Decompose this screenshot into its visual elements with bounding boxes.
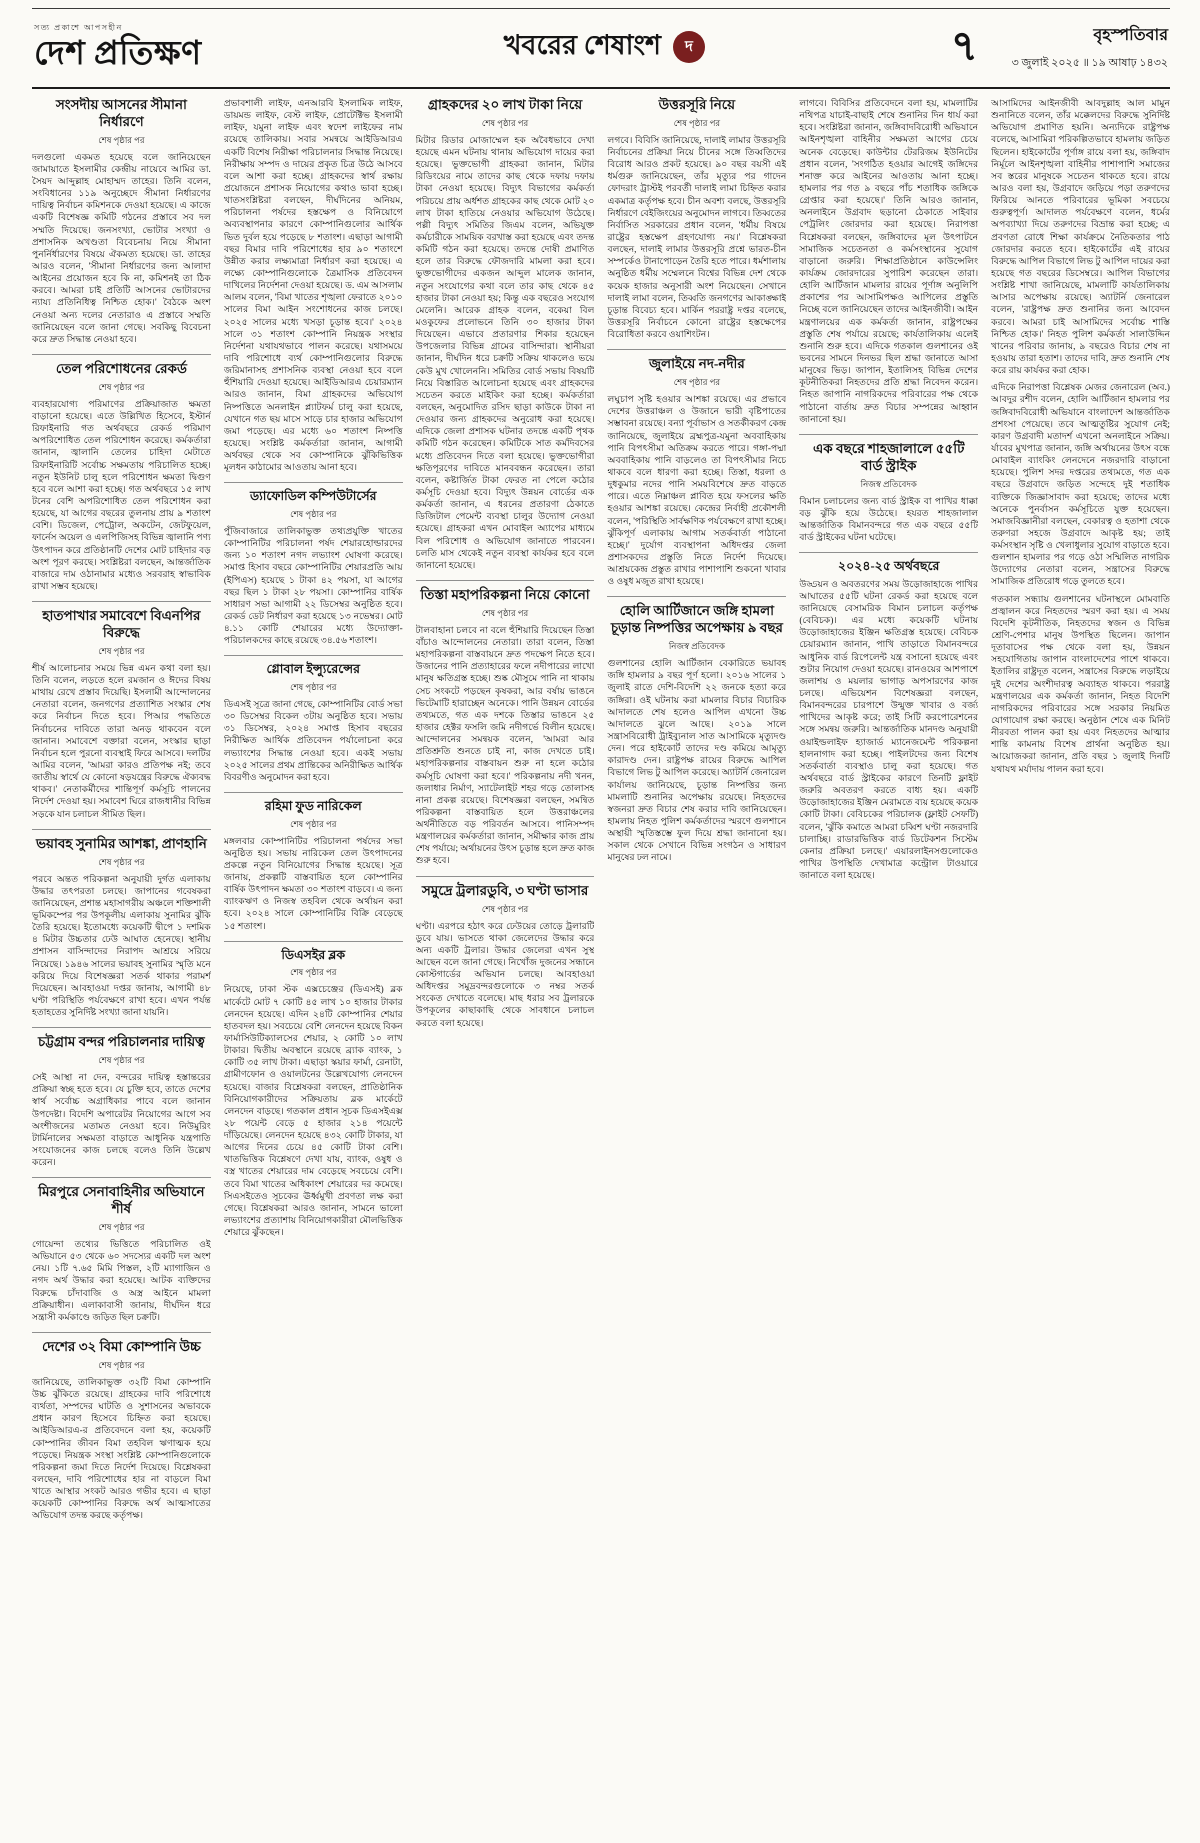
article-headline: মিরপুরে সেনাবাহিনীর অভিযানে শীর্ষ [32, 1177, 211, 1221]
article-body-text: মিটার রিডার মোজাম্মেল হক অবৈধভাবে দেখা হয়েছে এমন ঘটনায় থানায় অভিযোগ দায়ের করা হয়েছে। ভুক্তভোগী গ্রাহকরা জানান, মিটার রিডিংয়ের নামে তাদের কাছ থেকে দফায় দফায় টাকা নেওয়া হয়েছে। বিদ্যুৎ বিভাগের কর্মকর্তা পরিচয়ে প্রায় অর্ধশত গ্রাহকের কাছ থেকে মোট ২০ লাখ টাকা হাতিয়ে নেওয়ার অভিযোগ উঠেছে। পল্লী বিদ্যুৎ সমিতির জিএম বলেন, অভিযুক্ত কর্মচারীকে সাময়িক বরখাস্ত করা হয়েছে এবং তদন্ত কমিটি গঠন করা হয়েছে। তদন্তে দোষী প্রমাণিত হলে তার বিরুদ্ধে ফৌজদারি মামলা করা হবে। ভুক্তভোগীদের একজন আব্দুল মালেক জানান, নতুন সংযোগের কথা বলে তার কাছ থেকে ৪৫ হাজার টাকা নেওয়া হয়; কিন্তু এক বছরেও সংযোগ মেলেনি। আরেক গ্রাহক বলেন, বকেয়া বিল মওকুফের প্রলোভনে তিনি ৩০ হাজার টাকা দিয়েছেন। এভাবে প্রতারণার শিকার হয়েছেন উপজেলার বিভিন্ন গ্রামের বাসিন্দারা। স্থানীয়রা জানান, দীর্ঘদিন ধরে চক্রটি সক্রিয় থাকলেও ভয়ে কেউ মুখ খোলেননি। সমিতির বোর্ড সভায় বিষয়টি নিয়ে বিস্তারিত আলোচনা হয়েছে এবং গ্রাহকদের সচেতন করতে মাইকিং করা হচ্ছে। কর্মকর্তারা বলছেন, অনুমোদিত রসিদ ছাড়া কাউকে টাকা না দেওয়ার জন্য গ্রাহকদের অনুরোধ করা হয়েছে। এদিকে জেলা প্রশাসক ঘটনার তদন্তে একটি পৃথক কমিটি গঠন করেছেন। কমিটিকে সাত কর্মদিবসের মধ্যে প্রতিবেদন দিতে বলা হয়েছে। ভুক্তভোগীরা ক্ষতিপূরণের দাবিতে মানববন্ধন করেছেন। তারা বলেন, কষ্টার্জিত টাকা ফেরত না পেলে কঠোর কর্মসূচি দেওয়া হবে। বিদ্যুৎ উন্নয়ন বোর্ডের এক কর্মকর্তা জানান, এ ধরনের প্রতারণা ঠেকাতে ডিজিটাল পেমেন্ট ব্যবস্থা চালুর উদ্যোগ নেওয়া হয়েছে। গ্রাহকরা এখন মোবাইল অ্যাপের মাধ্যমে বিল পরিশোধ ও অভিযোগ জানাতে পারবেন। চলতি মাস থেকেই নতুন ব্যবস্থা কার্যকর হবে বলে জানানো হয়েছে। [415, 134, 595, 570]
continued-from-marker: শেষ পৃষ্ঠার পর [481, 607, 529, 618]
section-title: খবরের শেষাংশ [503, 29, 661, 60]
article-headline: গ্রাহকদের ২০ লাখ টাকা নিয়ে [427, 97, 583, 112]
continued-from-marker: শেষ পৃষ্ঠার পর [98, 381, 145, 392]
continued-from-marker: শেষ পৃষ্ঠার পর [290, 508, 337, 519]
article-headline: তিস্তা মহাপরিকল্পনা নিয়ে কোনো [416, 580, 595, 607]
continued-from-marker: শেষ পৃষ্ঠার পর [290, 967, 337, 978]
article-subhead: ২০২৪-২৫ অর্থবছরে [799, 552, 978, 578]
article-subhead: রহিমা ফুড নারিকেল [224, 792, 403, 818]
newspaper-column-1 [32, 97, 211, 1829]
article-body-text: বিমান চলাচলের জন্য বার্ড স্ট্রাইক বা পাখির ধাক্কা বড় ঝুঁকি হয়ে উঠেছে। হযরত শাহজালাল আন্তর্জাতিক বিমানবন্দরে গত এক বছরে ৫৫টি বার্ড স্ট্রাইকের ঘটনা ঘটেছে। [799, 495, 979, 542]
continued-from-marker: শেষ পৃষ্ঠার পর [98, 856, 145, 867]
article-body-text: লাগবে। বিবিসির প্রতিবেদনে বলা হয়, মামলাটির নথিপত্র যাচাই-বাছাই শেষে শুনানির দিন ধার্য করা হবে। সংশ্লিষ্টরা জানান, জঙ্গিবাদবিরোধী অভিযানে আইনশৃঙ্খলা বাহিনীর সক্ষমতা আগের চেয়ে অনেক বেড়েছে। কাউন্টার টেররিজম ইউনিটের প্রধান বলেন, 'সংগঠিত হওয়ার আগেই জঙ্গিদের শনাক্ত করে আইনের আওতায় আনা হচ্ছে। হামলার পর গত ৯ বছরে পাঁচ শতাধিক জঙ্গিকে গ্রেপ্তার করা হয়েছে।' তিনি আরও জানান, অনলাইনে উগ্রবাদ ছড়ানো ঠেকাতে সাইবার পেট্রলিং জোরদার করা হয়েছে। নিরাপত্তা বিশ্লেষকরা বলছেন, জঙ্গিবাদের মূল উৎপাটনে সামাজিক সচেতনতা ও কর্মসংস্থানের সুযোগ বাড়ানো জরুরি। শিক্ষাপ্রতিষ্ঠানে কাউন্সেলিং কার্যক্রম জোরদারের সুপারিশ করেছেন তারা। হোলি আর্টিজান মামলার রায়ের পূর্ণাঙ্গ অনুলিপি প্রকাশের পর আসামিপক্ষও আপিলের প্রস্তুতি নিচ্ছে বলে জানিয়েছেন তাদের আইনজীবী। আইন মন্ত্রণালয়ের এক কর্মকর্তা জানান, রাষ্ট্রপক্ষের প্রস্তুতি শেষ পর্যায়ে রয়েছে; কার্যতালিকায় এলেই শুনানি শুরু হবে। এদিকে গতকাল গুলশানের ওই ভবনের সামনে দিনভর ছিল শ্রদ্ধা জানাতে আসা মানুষের ভিড়। জাপান, ইতালিসহ বিভিন্ন দেশের কূটনীতিকরা নিহতদের প্রতি শ্রদ্ধা নিবেদন করেন। নিহত জাপানি নাগরিকদের পরিবারের পক্ষ থেকে পাঠানো বার্তায় দ্রুত বিচার সম্পন্নের আহ্বান জানানো হয়। [799, 98, 979, 424]
article-headline: হোলি আর্টিজানে জঙ্গি হামলা চূড়ান্ত নিষ্পত্তির অপেক্ষায় ৯ বছর [607, 596, 786, 640]
article-body-text: গুলশানের হোলি আর্টিজান বেকারিতে ভয়াবহ জঙ্গি হামলার ৯ বছর পূর্ণ হলো। ২০১৬ সালের ১ জুলাই রাতে দেশি-বিদেশি ২২ জনকে হত্যা করে জঙ্গিরা। ওই ঘটনায় করা মামলার বিচার বিচারিক আদালতে শেষ হলেও আপিল এখনো উচ্চ আদালতে ঝুলে আছে। ২০১৯ সালে সন্ত্রাসবিরোধী ট্রাইব্যুনাল সাত আসামিকে মৃত্যুদণ্ড দেন। পরে হাইকোর্ট তাদের দণ্ড কমিয়ে আমৃত্যু কারাদণ্ড দেন। রাষ্ট্রপক্ষ রায়ের বিরুদ্ধে আপিল বিভাগে লিভ টু আপিল করেছে। অ্যাটর্নি জেনারেল কার্যালয় জানিয়েছে, চূড়ান্ত নিষ্পত্তির জন্য মামলাটি শুনানির অপেক্ষায় রয়েছে। নিহতদের স্বজনরা দ্রুত বিচার শেষ করার দাবি জানিয়েছেন। হামলায় নিহত পুলিশ কর্মকর্তাদের স্মরণে গুলশানে অস্থায়ী স্মৃতিস্তম্ভে ফুল দিয়ে শ্রদ্ধা জানানো হয়। সকাল থেকে সেখানে বিভিন্ন সংগঠন ও সাধারণ মানুষের ঢল নামে। [607, 658, 787, 863]
continued-from-marker: শেষ পৃষ্ঠার পর [98, 134, 145, 145]
newspaper-column-2 [224, 97, 403, 1829]
article-body-text: ঘণ্টা। এরপরে হঠাৎ করে ঢেউয়ের তোড়ে ট্রলারটি ডুবে যায়। ভাসতে থাকা জেলেদের উদ্ধার করে অন্য একটি ট্রলার। উদ্ধার জেলেরা এখন সুস্থ আছেন বলে জানা গেছে। নিখোঁজ দুজনের সন্ধানে কোস্টগার্ডের অভিযান চলছে। আবহাওয়া অধিদপ্তর সমুদ্রবন্দরগুলোকে ৩ নম্বর সতর্ক সংকেত দেখাতে বলেছে। মাছ ধরার সব ট্রলারকে উপকূলের কাছাকাছি থেকে সাবধানে চলাচল করতে বলা হয়েছে। [415, 920, 595, 1028]
article-headline: হাতপাখার সমাবেশে বিএনপির বিরুদ্ধে [32, 601, 211, 645]
newspaper-column-5 [799, 97, 978, 1829]
logo-title: দেশ প্রতিক্ষণ [34, 36, 202, 73]
continued-from-marker: শেষ পৃষ্ঠার পর [290, 818, 337, 829]
article-body-text: সেই আস্থা না দেন, বন্দরের দায়িত্ব হস্তান্তরের প্রক্রিয়া স্বচ্ছ হতে হবে। যে চুক্তি হবে, তাতে দেশের স্বার্থ সর্বোচ্চ অগ্রাধিকার পাবে বলে জানান উপদেষ্টা। বিদেশি অপারেটর নিয়োগের আগে সব অংশীজনের মতামত নেওয়া হবে। নিউমুরিং টার্মিনালের সক্ষমতা বাড়াতে আধুনিক যন্ত্রপাতি সংযোজনের কাজ চলছে বলেও তিনি উল্লেখ করেন। [32, 1072, 211, 1168]
continued-from-marker: শেষ পৃষ্ঠার পর [673, 117, 721, 128]
continued-from-marker: শেষ পৃষ্ঠার পর [98, 1222, 145, 1233]
article-body-text: ব্যবহারযোগ্য পরিমাণের প্রক্রিয়াজাত ক্ষমতা বাড়ানো হয়েছে। এতে উল্লিখিত হিসেবে, ইস্টার্ন রিফাইনারি গত অর্থবছরে রেকর্ড পরিমাণ অপরিশোধিত তেল পরিশোধন করেছে। কর্মকর্তারা জানান, জ্বালানি তেলের চাহিদা মেটাতে রিফাইনারিটি সর্বোচ্চ সক্ষমতায় পরিচালিত হচ্ছে। নতুন ইউনিট চালু হলে পরিশোধন ক্ষমতা দ্বিগুণ হবে বলে আশা করা হচ্ছে। গত অর্থবছরে ১৫ লাখ টনের বেশি অপরিশোধিত তেল পরিশোধন করা হয়েছে, যা আগের বছরের তুলনায় প্রায় ৯ শতাংশ বেশি। ডিজেল, পেট্রোল, অকটেন, জেটফুয়েল, ফার্নেস অয়েল ও এলপিজিসহ বিভিন্ন জ্বালানি পণ্য উৎপাদন করে প্রতিষ্ঠানটি দেশের মোট চাহিদার বড় অংশ পূরণ করছে। সংশ্লিষ্টরা বলছেন, আন্তর্জাতিক বাজারে দাম ওঠানামার মধ্যেও সরবরাহ স্বাভাবিক রাখা সম্ভব হয়েছে। [32, 398, 211, 591]
continued-from-marker: নিজস্ব প্রতিবেদক [860, 478, 917, 489]
article-body-text: আসামিদের আইনজীবী আবদুল্লাহ আল মামুন শুনানিতে বলেন, তাঁর মক্কেলদের বিরুদ্ধে সুনির্দিষ্ট অভিযোগ প্রমাণিত হয়নি। অন্যদিকে রাষ্ট্রপক্ষ বলেছে, আসামিরা পরিকল্পিতভাবে হামলায় জড়িত ছিলেন। হাইকোর্টের পূর্ণাঙ্গ রায়ে বলা হয়, জঙ্গিবাদ নির্মূলে আইনশৃঙ্খলা বাহিনীর পাশাপাশি সমাজের সব স্তরের মানুষকে সচেতন থাকতে হবে। রায়ে আরও বলা হয়, উগ্রবাদে জড়িয়ে পড়া তরুণদের ফিরিয়ে আনতে পরিবারের ভূমিকা সবচেয়ে গুরুত্বপূর্ণ। আদালত পর্যবেক্ষণে বলেন, ধর্মের অপব্যাখ্যা দিয়ে তরুণদের বিভ্রান্ত করা হচ্ছে; এ প্রবণতা রোধে শিক্ষা কার্যক্রমে নৈতিকতার পাঠ জোরদার করতে হবে। হাইকোর্টের এই রায়ের বিরুদ্ধে আপিল বিভাগে লিভ টু আপিল দায়ের করা হয়েছে গত বছরের ডিসেম্বরে। আপিল বিভাগের সংশ্লিষ্ট শাখা জানিয়েছে, মামলাটি কার্যতালিকায় আসার অপেক্ষায় রয়েছে। অ্যাটর্নি জেনারেল বলেন, 'রাষ্ট্রপক্ষ দ্রুত শুনানির জন্য আবেদন করবে। আমরা চাই আসামিদের সর্বোচ্চ শাস্তি নিশ্চিত হোক।' নিহত পুলিশ কর্মকর্তা সালাউদ্দিন খানের পরিবার জানায়, ৯ বছরেও বিচার শেষ না হওয়ায় তারা হতাশ। তাদের দাবি, দ্রুত শুনানি শেষ করে রায় কার্যকর করা হোক। [991, 98, 1170, 376]
article-body-text: পুঁজিবাজারে তালিকাভুক্ত তথ্যপ্রযুক্তি খাতের কোম্পানিটির পরিচালনা পর্ষদ শেয়ারহোল্ডারদের জন্য ১০ শতাংশ নগদ লভ্যাংশ ঘোষণা করেছে। সমাপ্ত হিসাব বছরে কোম্পানিটির শেয়ারপ্রতি আয় (ইপিএস) হয়েছে ১ টাকা ৪২ পয়সা, যা আগের বছর ছিল ১ টাকা ২৮ পয়সা। কোম্পানির বার্ষিক সাধারণ সভা আগামী ২২ ডিসেম্বর অনুষ্ঠিত হবে। রেকর্ড ডেট নির্ধারণ করা হয়েছে ১৩ নভেম্বর। মোট ৪.১১ কোটি শেয়ারের মধ্যে উদ্যোক্তা-পরিচালকদের কাছে রয়েছে ৩৪.৫৬ শতাংশ। [223, 525, 403, 646]
logo-tagline: সত্য প্রকাশে আপসহীন [34, 23, 123, 33]
continued-from-marker: শেষ পৃষ্ঠার পর [98, 1359, 145, 1370]
continued-from-marker: শেষ পৃষ্ঠার পর [98, 645, 145, 656]
article-body-text: ডিএসই সূত্রে জানা গেছে, কোম্পানিটির বোর্ড সভা ৩০ ডিসেম্বর বিকেল ৩টায় অনুষ্ঠিত হবে। সভায় ৩১ ডিসেম্বর, ২০২৪ সমাপ্ত হিসাব বছরের নিরীক্ষিত আর্থিক প্রতিবেদন পর্যালোচনা করে লভ্যাংশের সিদ্ধান্ত নেওয়া হবে। একই সভায় ২০২৫ সালের প্রথম প্রান্তিকের অনিরীক্ষিত আর্থিক বিবরণীও অনুমোদন করা হবে। [223, 699, 403, 782]
article-subhead: ডিএসইর ব্লক [224, 941, 403, 967]
article-headline: জুলাইয়ে নদ-নদীর [607, 349, 786, 376]
section-ornament-icon: দ [673, 31, 705, 63]
newspaper-column-6 [991, 97, 1170, 1829]
article-headline: চট্টগ্রাম বন্দর পরিচালনার দায়িত্ব [32, 1027, 211, 1054]
article-body-text: জানিয়েছে, তালিকাভুক্ত ৩২টি বিমা কোম্পানি উচ্চ ঝুঁকিতে রয়েছে। গ্রাহকের দাবি পরিশোধে ব্যর্থতা, সম্পদের ঘাটতি ও সুশাসনের অভাবকে প্রধান কারণ হিসেবে চিহ্নিত করা হয়েছে। আইডিআরএ-র প্রতিবেদনে বলা হয়, কয়েকটি কোম্পানির জীবন বিমা তহবিল ঋণাত্মক হয়ে পড়েছে। নিয়ন্ত্রক সংস্থা সংশ্লিষ্ট কোম্পানিগুলোকে পরিকল্পনা জমা দিতে নির্দেশ দিয়েছে। বিশ্লেষকরা বলছেন, দাবি পরিশোধের হার না বাড়লে বিমা খাতে আস্থার সংকট আরও গভীর হবে। এ ছাড়া কয়েকটি কোম্পানির বিরুদ্ধে অর্থ আত্মসাতের অভিযোগ তদন্ত করছে কর্তৃপক্ষ। [32, 1376, 211, 1521]
article-body-text: পরবে অন্তত পরিকল্পনা অনুযায়ী দুর্গত এলাকায় উদ্ধার তৎপরতা চলছে। জাপানের গবেষকরা জানিয়েছেন, প্রশান্ত মহাসাগরীয় অঞ্চলে শক্তিশালী ভূমিকম্পের পর উপকূলীয় এলাকায় সুনামির ঝুঁকি তৈরি হয়েছে। ইতোমধ্যে কয়েকটি দ্বীপে ১ দশমিক ৪ মিটার উচ্চতার ঢেউ আঘাত হেনেছে। স্থানীয় প্রশাসন বাসিন্দাদের নিরাপদ আশ্রয়ে সরিয়ে নিয়েছে। ১৯৪৬ সালের ভয়াবহ সুনামির স্মৃতি মনে করিয়ে দিয়ে বিশেষজ্ঞরা সতর্ক থাকার পরামর্শ দিয়েছেন। আবহাওয়া দপ্তর জানায়, আগামী ৪৮ ঘণ্টা পরিস্থিতি পর্যবেক্ষণে রাখা হবে। এখন পর্যন্ত হতাহতের সুনির্দিষ্ট সংখ্যা জানা যায়নি। [32, 873, 211, 1018]
article-headline: তেল পরিশোধনের রেকর্ড [32, 354, 211, 381]
continued-from-marker: শেষ পৃষ্ঠার পর [98, 1055, 145, 1066]
article-body-text: নিয়েছে, ঢাকা স্টক এক্সচেঞ্জের (ডিএসই) ব্লক মার্কেটে মোট ৭ কোটি ৪৫ লাখ ১০ হাজার টাকার লেনদেন হয়েছে। এদিন ২৪টি কোম্পানির শেয়ার হাতবদল হয়। সবচেয়ে বেশি লেনদেন হয়েছে বিকন ফার্মাসিউটিক্যালসের শেয়ার, ২ কোটি ১০ লাখ টাকার। দ্বিতীয় অবস্থানে রয়েছে ব্র্যাক ব্যাংক, ১ কোটি ৩৫ লাখ টাকা। এছাড়া স্কয়ার ফার্মা, রেনাটা, গ্রামীণফোন ও ওয়ালটনের উল্লেখযোগ্য লেনদেন হয়েছে। বাজার বিশ্লেষকরা বলছেন, প্রাতিষ্ঠানিক বিনিয়োগকারীদের সক্রিয়তায় ব্লক মার্কেটে লেনদেন বাড়ছে। গতকাল প্রধান সূচক ডিএসইএক্স ২৮ পয়েন্ট বেড়ে ৫ হাজার ২১৪ পয়েন্টে দাঁড়িয়েছে। লেনদেন হয়েছে ৪৩২ কোটি টাকার, যা আগের দিনের চেয়ে ৪৫ কোটি টাকা বেশি। খাতভিত্তিক বিশ্লেষণে দেখা যায়, ব্যাংক, ওষুধ ও বস্ত্র খাতের শেয়ারের দাম বেড়েছে সবচেয়ে বেশি। তবে বিমা খাতের অধিকাংশ শেয়ারের দর কমেছে। সিএসইতেও সূচকের ঊর্ধ্বমুখী প্রবণতা লক্ষ করা গেছে। বিশ্লেষকরা আরও জানান, সামনে ভালো লভ্যাংশের প্রত্যাশায় বিনিয়োগকারীরা মৌলভিত্তিক শেয়ারে ঝুঁকছেন। [223, 984, 403, 1238]
date-block [1008, 22, 1168, 73]
article-subhead: গ্লোবাল ইন্স্যুরেন্সের [224, 655, 403, 681]
article-headline: ভয়াবহ সুনামির আশঙ্কা, প্রাণহানি [32, 829, 211, 856]
article-body-text: দলগুলো একমত হয়েছে বলে জানিয়েছেন জামায়াতে ইসলামীর কেন্দ্রীয় নায়েবে আমির ডা. সৈয়দ আব্দুল্লাহ মোহাম্মদ তাহের। তিনি বলেন, সংবিধানের ১১৯ অনুচ্ছেদে সীমানা নির্ধারণের দায়িত্ব নির্বাচন কমিশনকে দেওয়া হয়েছে। এ কাজে একটি বিশেষজ্ঞ কমিটি গঠনের প্রস্তাবে সব দল সম্মতি দিয়েছে। জনসংখ্যা, ভোটার সংখ্যা ও প্রশাসনিক অখণ্ডতা বিবেচনায় নিয়ে সীমানা পুনর্নির্ধারণের বিষয়ে ঐকমত্য হয়েছে। ডা. তাহের আরও বলেন, 'সীমানা নির্ধারণের জন্য আলাদা আইনের প্রয়োজন হবে কি না, কমিশনই তা ঠিক করবে। আমরা চাই প্রতিটি আসনের ভোটারদের ন্যায্য প্রতিনিধিত্ব নিশ্চিত হোক।' বৈঠকে অংশ নেওয়া অন্য দলের নেতারাও এ প্রস্তাবে সম্মতি জানিয়েছেন বলে জানা গেছে। সবকিছু বিবেচনা করে দ্রুত সিদ্ধান্ত নেওয়া হবে। [32, 151, 211, 344]
article-headline: দেশের ৩২ বিমা কোম্পানি উচ্চ [32, 1332, 211, 1359]
article-subhead: ড্যাফোডিল কম্পিউটার্সের [224, 482, 403, 508]
continued-from-marker: শেষ পৃষ্ঠার পর [673, 377, 721, 388]
article-body-text: মঙ্গলবার কোম্পানিটির পরিচালনা পর্ষদের সভা অনুষ্ঠিত হয়। সভায় নারিকেল তেল উৎপাদনের প্রকল্পে নতুন বিনিয়োগের সিদ্ধান্ত হয়েছে। সূত্র জানায়, প্রকল্পটি বাস্তবায়িত হলে কোম্পানির বার্ষিক উৎপাদন ক্ষমতা ৩০ শতাংশ বাড়বে। এ জন্য ব্যাংকঋণ ও নিজস্ব তহবিল থেকে অর্থায়ন করা হবে। ২০২৪ সালে কোম্পানিটির বিক্রি বেড়েছে ১৫ শতাংশ। [223, 835, 403, 931]
article-body-text: উড্ডয়ন ও অবতরণের সময় উড়োজাহাজে পাখির আঘাতের ৫৫টি ঘটনা রেকর্ড করা হয়েছে বলে জানিয়েছে বেসামরিক বিমান চলাচল কর্তৃপক্ষ (বেবিচক)। এর মধ্যে কয়েকটি ঘটনায় উড়োজাহাজের ইঞ্জিন ক্ষতিগ্রস্ত হয়েছে। বেবিচক চেয়ারম্যান জানান, পাখি তাড়াতে বিমানবন্দরে আধুনিক বার্ড রিপেলেন্ট যন্ত্র বসানো হয়েছে এবং শুটার নিয়োগ দেওয়া হয়েছে। রানওয়ের আশপাশে জলাশয় ও ময়লার ভাগাড় অপসারণের কাজ চলছে। এভিয়েশন বিশেষজ্ঞরা বলছেন, বিমানবন্দরের চারপাশে উন্মুক্ত খাবার ও বর্জ্য পাখিদের আকৃষ্ট করে; তাই সিটি করপোরেশনের সঙ্গে সমন্বয় জরুরি। আন্তর্জাতিক মানদণ্ড অনুযায়ী ওয়াইল্ডলাইফ হ্যাজার্ড ম্যানেজমেন্ট পরিকল্পনা হালনাগাদ করা হচ্ছে। পাইলটদের জন্য বিশেষ সতর্কবার্তা ব্যবস্থাও চালু করা হয়েছে। গত অর্থবছরে বার্ড স্ট্রাইকের কারণে তিনটি ফ্লাইট জরুরি অবতরণ করতে বাধ্য হয়। একটি উড়োজাহাজের ইঞ্জিন মেরামতে ব্যয় হয়েছে কয়েক কোটি টাকা। বেবিচকের পরিচালক (ফ্লাইট সেফটি) বলেন, 'ঝুঁকি কমাতে আমরা চব্বিশ ঘণ্টা নজরদারি চালাচ্ছি। রাডারভিত্তিক বার্ড ডিটেকশন সিস্টেম কেনার প্রক্রিয়া চলছে।' এয়ারলাইনসগুলোকেও পাখির উপস্থিতি দেখামাত্র কন্ট্রোল টাওয়ারে জানাতে বলা হয়েছে। [799, 578, 979, 881]
newspaper-column-3 [416, 97, 595, 1829]
article-headline: এক বছরে শাহজালালে ৫৫টি বার্ড স্ট্রাইক [799, 434, 978, 478]
header-rule [32, 87, 1170, 89]
section-header [272, 25, 937, 70]
continued-from-marker: শেষ পৃষ্ঠার পর [481, 117, 529, 128]
article-body-text: টালবাহানা চলবে না বলে হুঁশিয়ারি দিয়েছেন তিস্তা বাঁচাও আন্দোলনের নেতারা। তারা বলেন, তিস্তা মহাপরিকল্পনা বাস্তবায়নে দ্রুত পদক্ষেপ নিতে হবে। উজানের পানি প্রত্যাহারের ফলে নদীপারের লাখো মানুষ ক্ষতিগ্রস্ত হচ্ছে। শুষ্ক মৌসুমে পানি না থাকায় সেচ সংকটে পড়ছেন কৃষকরা, আর বর্ষায় ভাঙনে ভিটেমাটি হারাচ্ছেন অনেকে। পানি উন্নয়ন বোর্ডের তথ্যমতে, গত এক দশকে তিস্তার ভাঙনে ২৫ হাজার হেক্টর ফসলি জমি নদীগর্ভে বিলীন হয়েছে। আন্দোলনের সমন্বয়ক বলেন, 'আমরা আর প্রতিশ্রুতি শুনতে চাই না, কাজ দেখতে চাই। মহাপরিকল্পনার বাস্তবায়ন শুরু না হলে কঠোর কর্মসূচি ঘোষণা করা হবে।' পরিকল্পনায় নদী খনন, জলাধার নির্মাণ, স্যাটেলাইট শহর গড়ে তোলাসহ নানা প্রকল্প রয়েছে। বিশেষজ্ঞরা বলছেন, সমন্বিত পরিকল্পনা বাস্তবায়িত হলে উত্তরাঞ্চলের অর্থনীতিতে বড় পরিবর্তন আসবে। পানিসম্পদ মন্ত্রণালয়ের কর্মকর্তারা জানান, সমীক্ষার কাজ প্রায় শেষ পর্যায়ে; অর্থায়নের উৎস চূড়ান্ত হলে দ্রুত কাজ শুরু হবে। [415, 624, 595, 866]
newspaper-logo [34, 22, 272, 72]
article-headline: সমুদ্রে ট্রলারডুবি, ৩ ঘণ্টা ভাসার [416, 876, 595, 903]
article-headline: উত্তরসূরি নিয়ে [658, 97, 736, 112]
page-number: ৭ [950, 24, 978, 70]
continued-from-marker: শেষ পৃষ্ঠার পর [481, 903, 529, 914]
article-body-text: লঘুচাপ সৃষ্টি হওয়ার আশঙ্কা রয়েছে। এর প্রভাবে দেশের উত্তরাঞ্চল ও উজানে ভারী বৃষ্টিপাতের সম্ভাবনা রয়েছে। বন্যা পূর্বাভাস ও সতর্কীকরণ কেন্দ্র জানিয়েছে, জুলাইয়ে ব্রহ্মপুত্র-যমুনা অববাহিকায় পানি বিপৎসীমা অতিক্রম করতে পারে। গঙ্গা-পদ্মা অববাহিকায় পানি বাড়লেও তা বিপৎসীমার নিচে থাকবে বলে ধারণা করা হচ্ছে। তিস্তা, ধরলা ও দুধকুমার নদের পানি সময়বিশেষে দ্রুত বাড়তে পারে। এতে নিম্নাঞ্চল প্লাবিত হয়ে ফসলের ক্ষতি হওয়ার আশঙ্কা রয়েছে। কেন্দ্রের নির্বাহী প্রকৌশলী বলেন, 'পরিস্থিতি সার্বক্ষণিক পর্যবেক্ষণে রাখা হচ্ছে। ঝুঁকিপূর্ণ এলাকায় আগাম সতর্কবার্তা পাঠানো হচ্ছে।' দুর্যোগ ব্যবস্থাপনা অধিদপ্তর জেলা প্রশাসকদের প্রস্তুতি নিতে নির্দেশ দিয়েছে। আশ্রয়কেন্দ্র প্রস্তুত রাখার পাশাপাশি শুকনো খাবার ও ওষুধ মজুত রাখা হয়েছে। [607, 394, 787, 587]
article-body-text: গতকাল সন্ধ্যায় গুলশানের ঘটনাস্থলে মোমবাতি প্রজ্বালন করে নিহতদের স্মরণ করা হয়। এ সময় বিদেশি কূটনীতিক, নিহতদের স্বজন ও বিভিন্ন শ্রেণি-পেশার মানুষ উপস্থিত ছিলেন। জাপান দূতাবাসের পক্ষ থেকে বলা হয়, উন্নয়ন সহযোগিতায় জাপান বাংলাদেশের পাশে থাকবে। ইতালির রাষ্ট্রদূত বলেন, সন্ত্রাসের বিরুদ্ধে লড়াইয়ে দুই দেশের অংশীদারত্ব অব্যাহত থাকবে। পররাষ্ট্র মন্ত্রণালয়ের এক কর্মকর্তা জানান, নিহত বিদেশি নাগরিকদের পরিবারের সঙ্গে সরকার নিয়মিত যোগাযোগ রক্ষা করছে। অনুষ্ঠান শেষে এক মিনিট নীরবতা পালন করা হয় এবং নিহতদের আত্মার শান্তি কামনায় বিশেষ প্রার্থনা অনুষ্ঠিত হয়। আয়োজকরা জানান, প্রতি বছর ১ জুলাই দিনটি যথাযথ মর্যাদায় পালন করা হবে। [991, 593, 1170, 774]
article-body-text: প্রভাবশালী লাইফ, এনআরবি ইসলামিক লাইফ, ডায়মন্ড লাইফ, বেস্ট লাইফ, প্রোটেক্টিভ ইসলামী লাইফ, যমুনা লাইফ এবং স্বদেশ লাইফের নাম রয়েছে তালিকায়। সবার সমন্বয়ে আইডিআরএ একটি বিশেষ নিরীক্ষা পরিচালনার সিদ্ধান্ত নিয়েছে। নিরীক্ষায় সম্পদ ও দায়ের প্রকৃত চিত্র উঠে আসবে বলে আশা করা হচ্ছে। গ্রাহকদের স্বার্থ রক্ষায় প্রয়োজনে প্রশাসক নিয়োগের কথাও ভাবা হচ্ছে। খাতসংশ্লিষ্টরা বলছেন, দীর্ঘদিনের অনিয়ম, পরিচালনা পর্ষদের হস্তক্ষেপ ও বিনিয়োগে অব্যবস্থাপনার কারণে কোম্পানিগুলোর আর্থিক ভিত দুর্বল হয়ে পড়েছে ৮ শতাংশ। এছাড়া আগামী বছর বিমার দাবি পরিশোধের হার ৯০ শতাংশে উন্নীত করার লক্ষ্যমাত্রা নির্ধারণ করা হয়েছে। এ লক্ষ্যে কোম্পানিগুলোকে ত্রৈমাসিক প্রতিবেদন দাখিলের নির্দেশনা দেওয়া হয়েছে। ড. এম আসলাম আলম বলেন, 'বিমা খাতের শৃঙ্খলা ফেরাতে ২০১০ সালের বিমা আইন সংশোধনের কাজ চলছে। ২০২৫ সালের মধ্যে খসড়া চূড়ান্ত হবে।' ২০২৪ সালে ৩১ শতাংশ কোম্পানি নিয়ন্ত্রক সংস্থার নির্দেশনা যথাযথভাবে পালন করেছে। যথাসময়ে দাবি পরিশোধে ব্যর্থ কোম্পানিগুলোর বিরুদ্ধে জরিমানাসহ প্রশাসনিক ব্যবস্থা নেওয়া হবে বলে হুঁশিয়ারি দেওয়া হয়েছে। আইডিআরএ চেয়ারম্যান আরও জানান, বিমা গ্রাহকদের অভিযোগ নিষ্পত্তিতে অনলাইন প্ল্যাটফর্ম চালু করা হয়েছে, যেখানে গত ছয় মাসে সাড়ে চার হাজার অভিযোগ জমা পড়েছে। এর মধ্যে ৬০ শতাংশ নিষ্পত্তি হয়েছে। সংশ্লিষ্ট কর্মকর্তারা জানান, আগামী অর্থবছর থেকে সব কোম্পানিকে ঝুঁকিভিত্তিক মূলধন কাঠামোর আওতায় আনা হবে। [223, 98, 403, 473]
article-headline: সংসদীয় আসনের সীমানা নির্ধারণে [55, 97, 187, 129]
continued-from-marker: নিজস্ব প্রতিবেদক [668, 641, 725, 652]
date-line: ৩ জুলাই ২০২৫ ॥ ১৯ আষাঢ় ১৪৩২ [1011, 56, 1168, 69]
newspaper-column-4 [607, 97, 786, 1829]
article-body-text: শীর্ষ আলোচনার সময়ে ভিন্ন এমন কথা বলা হয়। তিনি বলেন, লড়তে হলে রমজান ও ঈদের বিষয় মাথায় রেখে প্রস্তাব দিয়েছি। ইসলামী আন্দোলনের নেতারা বলেন, জনগণের প্রত্যাশিত সংস্কার শেষ করে নির্বাচন দিতে হবে। পিআর পদ্ধতিতে নির্বাচনের দাবিতে তারা অনড় থাকবেন বলে জানান। সমাবেশে বক্তারা বলেন, সংস্কার ছাড়া নির্বাচন হলে পুরনো ব্যবস্থাই ফিরে আসবে। দলটির আমির বলেন, 'আমরা কারও প্রতিপক্ষ নই; তবে জাতীয় স্বার্থে যে কোনো ষড়যন্ত্রের বিরুদ্ধে ঐক্যবদ্ধ থাকব।' নেতাকর্মীদের শান্তিপূর্ণ কর্মসূচি পালনের নির্দেশ দেওয়া হয়। সমাবেশ ঘিরে রাজধানীর বিভিন্ন সড়কে যান চলাচল সীমিত ছিল। [32, 662, 211, 819]
article-body-text: গোয়েন্দা তথ্যের ভিত্তিতে পরিচালিত ওই অভিযানে ৫৩ থেকে ৬০ সদস্যের একটি দল অংশ নেয়। ১টি ৭.৬৫ মিমি পিস্তল, ২টি ম্যাগাজিন ও নগদ অর্থ উদ্ধার করা হয়েছে। আটক ব্যক্তিদের বিরুদ্ধে চাঁদাবাজি ও অস্ত্র আইনে মামলা প্রক্রিয়াধীন। এলাকাবাসী জানায়, দীর্ঘদিন ধরে সন্ত্রাসী কর্মকাণ্ডে জড়িত ছিল চক্রটি। [32, 1239, 211, 1322]
continued-from-marker: শেষ পৃষ্ঠার পর [290, 682, 337, 693]
page-header [32, 9, 1170, 87]
weekday-label: বৃহস্পতিবার [1093, 26, 1168, 44]
article-body-text: লগবে। বিবিসি জানিয়েছে, দালাই লামার উত্তরসূরি নির্বাচনের প্রক্রিয়া নিয়ে চীনের সঙ্গে তিব্বতিদের বিরোধ আরও প্রকট হয়েছে। ৯০ বছর বয়সী এই ধর্মগুরু জানিয়েছেন, তাঁর মৃত্যুর পর গাদেন ফোদরাং ট্রাস্টই পরবর্তী দালাই লামা চিহ্নিত করার একমাত্র কর্তৃপক্ষ হবে। চীন অবশ্য বলছে, উত্তরসূরি নির্ধারণে বেইজিংয়ের অনুমোদন লাগবে। তিব্বতের নির্বাসিত সরকারের প্রধান বলেন, 'ধর্মীয় বিষয়ে রাষ্ট্রের হস্তক্ষেপ গ্রহণযোগ্য নয়।' বিশ্লেষকরা বলছেন, দালাই লামার উত্তরসূরি প্রশ্নে ভারত-চীন সম্পর্কেও টানাপোড়েন তৈরি হতে পারে। ধর্মশালায় অনুষ্ঠিত ধর্মীয় সম্মেলনে বিশ্বের বিভিন্ন দেশ থেকে কয়েক হাজার অনুসারী অংশ নিয়েছেন। সেখানে দালাই লামা বলেন, তিব্বতি জনগণের আকাঙ্ক্ষাই চূড়ান্ত বিবেচ্য হবে। মার্কিন পররাষ্ট্র দপ্তর বলেছে, উত্তরসূরি নির্বাচনে কোনো রাষ্ট্রের হস্তক্ষেপের বিরোধিতা করবে ওয়াশিংটন। [607, 134, 787, 340]
columns-container [32, 97, 1170, 1829]
article-body-text: এদিকে নিরাপত্তা বিশ্লেষক মেজর জেনারেল (অব.) আবদুর রশীদ বলেন, হোলি আর্টিজান হামলার পর জঙ্গিবাদবিরোধী অভিযানে বাংলাদেশ আন্তর্জাতিক প্রশংসা পেয়েছে। তবে আত্মতুষ্টির সুযোগ নেই; কারণ উগ্রবাদী মতাদর্শ এখনো অনলাইনে সক্রিয়। র্যাবের মুখপাত্র জানান, জঙ্গি অর্থায়নের উৎস বন্ধে মোবাইল ব্যাংকিং লেনদেনে নজরদারি বাড়ানো হয়েছে। পুলিশ সদর দপ্তরের তথ্যমতে, গত এক বছরে উগ্রবাদে জড়িত সন্দেহে দুই শতাধিক ব্যক্তিকে জিজ্ঞাসাবাদ করা হয়েছে; তাদের মধ্যে অনেকে পুনর্বাসন কর্মসূচিতে যুক্ত হয়েছেন। সমাজবিজ্ঞানীরা বলছেন, বেকারত্ব ও হতাশা থেকে তরুণরা সহজে উগ্রবাদে আকৃষ্ট হয়; তাই কর্মসংস্থান সৃষ্টি ও খেলাধুলার সুযোগ বাড়াতে হবে। গুলশান হামলার পর গড়ে ওঠা সম্মিলিত নাগরিক উদ্যোগের নেতারা বলেন, সন্ত্রাসের বিরুদ্ধে সামাজিক প্রতিরোধ গড়ে তুলতে হবে। [991, 382, 1170, 587]
